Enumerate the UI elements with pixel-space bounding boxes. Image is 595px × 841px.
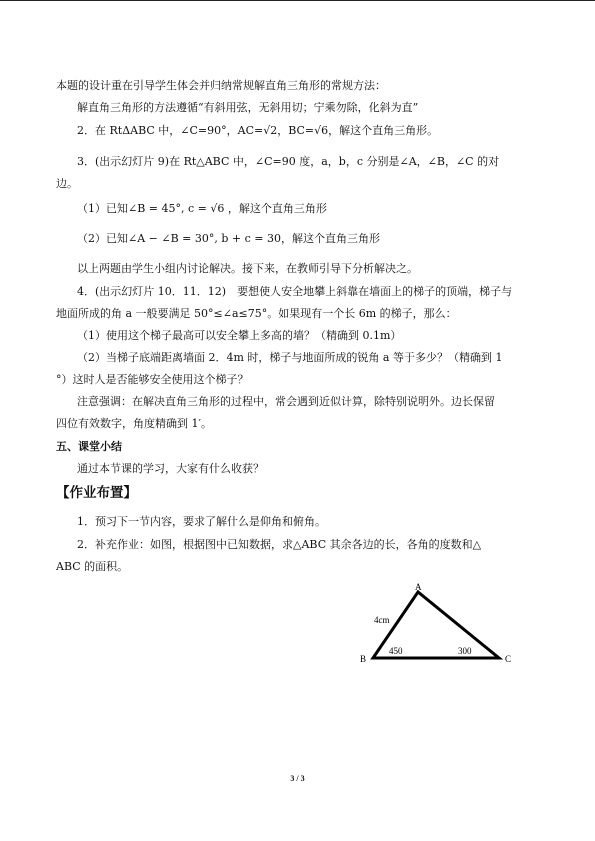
paragraph-method: 解直角三角形的方法遵循“有斜用弦，无斜用切；宁乘勿除，化斜为直” <box>77 101 419 114</box>
problem-4-cont: 地面所成的角 a 一般要满足 50°≤∠a≤75°。如果现有一个长 6m 的梯子，那么： <box>56 307 457 320</box>
problem-4: 4．(出示幻灯片 10．11．12) 要想使人安全地攀上斜靠在墙面上的梯子的顶端，梯子与 <box>77 285 513 298</box>
side-ab-label: 4cm <box>374 615 390 625</box>
homework-1: 1．预习下一节内容，要求了解什么是仰角和俯角。 <box>77 515 326 528</box>
problem-3: 3．(出示幻灯片 9)在 Rt△ABC 中，∠C=90 度，a，b，c 分别是∠A，∠B，∠C 的对 <box>77 155 500 168</box>
page-number: 3 / 3 <box>290 774 305 783</box>
paragraph-intro: 本题的设计重在引导学生体会并归纳常规解直角三角形的常规方法： <box>56 79 386 92</box>
note-emphasis: 注意强调：在解决直角三角形的过程中，常会遇到近似计算，除特别说明外。边长保留 <box>77 395 495 408</box>
problem-3-part-2: （2）已知∠A − ∠B = 30°, b + c = 30，解这个直角三角形 <box>77 232 380 245</box>
section-heading-homework: 【作业布置】 <box>56 485 137 501</box>
section-heading-summary: 五、课堂小结 <box>56 440 122 453</box>
paragraph-discussion: 以上两题由学生小组内讨论解决。接下来，在教师引导下分析解决之。 <box>77 262 418 275</box>
problem-3-part-1: （1）已知∠B = 45°, c = √6 ，解这个直角三角形 <box>77 202 327 215</box>
homework-2-cont: ABC 的面积。 <box>56 560 129 573</box>
header-rule <box>0 0 595 1</box>
problem-3-cont: 边。 <box>56 177 78 190</box>
angle-c-label: 300 <box>458 646 472 656</box>
triangle-figure <box>355 578 525 678</box>
note-emphasis-cont: 四位有效数字，角度精确到 1′。 <box>56 417 212 430</box>
angle-b-label: 450 <box>389 646 403 656</box>
vertex-c-label: C <box>505 654 512 664</box>
problem-4-part-1: （1）使用这个梯子最高可以安全攀上多高的墙？（精确到 0.1m） <box>77 329 402 342</box>
paragraph-summary: 通过本节课的学习，大家有什么收获？ <box>77 462 264 475</box>
homework-2: 2．补充作业：如图，根据图中已知数据，求△ABC 其余各边的长，各角的度数和△ <box>77 538 482 551</box>
vertex-a-label: A <box>415 582 422 592</box>
problem-4-part-2: （2）当梯子底端距离墙面 2．4m 时，梯子与地面所成的锐角 a 等于多少？（精确到 1 <box>77 351 503 364</box>
vertex-b-label: B <box>360 654 367 664</box>
problem-2: 2．在 RtΔABC 中，∠C=90°，AC=√2，BC=√6，解这个直角三角形。 <box>77 124 439 137</box>
problem-4-part-2-cont: °）这时人是否能够安全使用这个梯子？ <box>56 373 249 386</box>
